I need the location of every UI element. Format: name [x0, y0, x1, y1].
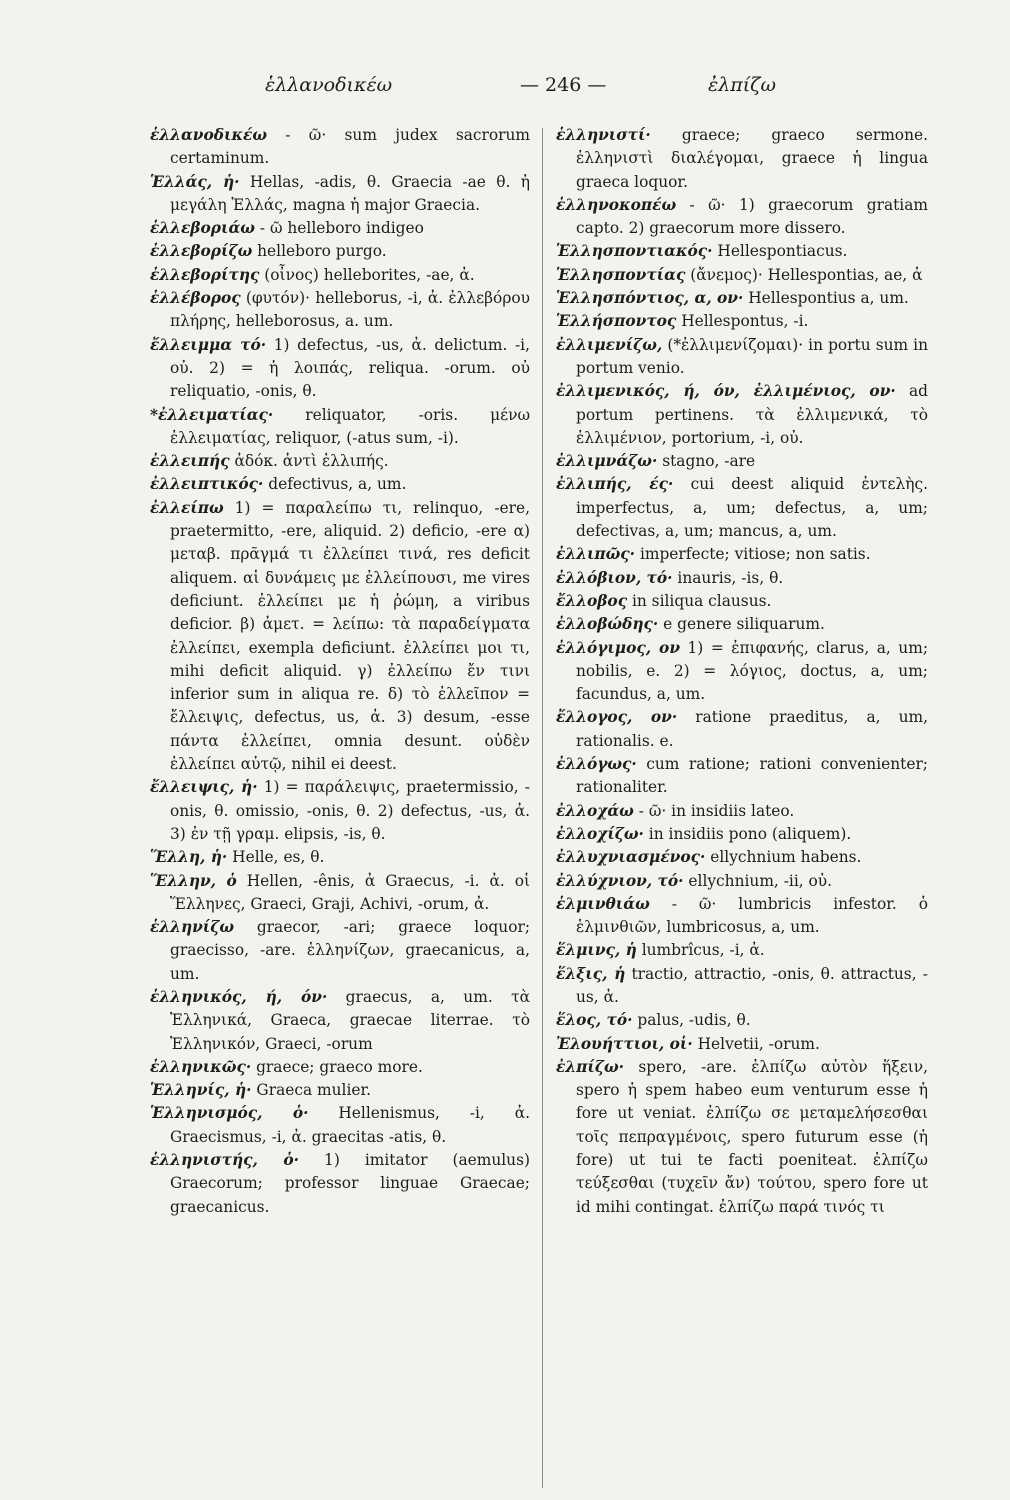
dictionary-entry	[150, 776, 530, 846]
entry-definition: in insidiis pono (aliquem).	[643, 824, 852, 843]
dictionary-entry	[150, 497, 530, 777]
dictionary-entry	[556, 846, 928, 869]
entry-definition: 1) defectus, -us, ἀ. delictum. -i, οὐ. 2) = ἡ λοιπάς, reliqua. -orum. οὐ reliquatio, -onis, θ.	[170, 335, 530, 401]
entry-definition: helleboro purgo.	[252, 242, 387, 261]
entry-headword: ἑλλεβοριάω	[150, 219, 255, 238]
dictionary-entry	[556, 590, 928, 613]
entry-definition: cui deest aliquid ἐντελὴς. imperfectus, a, um; defectus, a, um; defectivas, a, um; mancus, a, um.	[576, 475, 929, 541]
entry-headword: ἕλμινς, ἡ	[556, 941, 637, 960]
entry-definition: - ῶ· lumbricis infestor. ὁ ἑλμινθιῶν, lumbricosus, a, um.	[576, 894, 928, 937]
page-number: — 246 —	[520, 74, 607, 96]
entry-definition: - ῶ helleboro indigeo	[254, 219, 424, 238]
left-column	[150, 124, 530, 1219]
column-divider	[542, 128, 543, 1488]
entry-headword: ἑλμινθιάω	[556, 894, 650, 913]
entry-definition: Hellenismus, -i, ἀ. Graecismus, -i, ἀ. graecitas -atis, θ.	[170, 1104, 530, 1146]
dictionary-entry	[150, 870, 530, 917]
dictionary-entry	[150, 1079, 530, 1102]
entry-definition: Hellas, -adis, θ. Graecia -ae θ. ἡ μεγάλη Ἑλλάς, magna ἡ major Graecia.	[170, 172, 530, 214]
dictionary-entry	[556, 264, 928, 287]
entry-headword: ἔλλειμμα τό·	[150, 335, 267, 354]
dictionary-entry	[556, 939, 928, 962]
entry-headword: ἑλληνιστί·	[556, 126, 651, 144]
entry-definition: Hellespontus, -i.	[676, 312, 809, 331]
dictionary-entry	[556, 753, 928, 800]
entry-headword: Ἑλληνισμός, ὁ·	[150, 1104, 309, 1123]
entry-definition: ratione praeditus, a, um, rationalis. e.	[576, 708, 928, 750]
dictionary-entry	[556, 543, 928, 566]
dictionary-entry	[150, 1056, 530, 1079]
entry-definition: tractio, attractio, -onis, θ. attractus, -us, ἀ.	[576, 964, 928, 1006]
entry-headword: ἐλλόβιον, τό·	[556, 568, 673, 587]
entry-definition: palus, -udis, θ.	[632, 1011, 751, 1030]
entry-definition: ad portum pertinens. τὰ ἐλλιμενικά, τὸ ἐλλιμένιον, portorium, -i, οὐ.	[576, 382, 928, 447]
entry-definition: Hellen, -ênis, ἀ Graecus, -i. ἀ. οἱ Ἕλληνες, Graeci, Graji, Achivi, -orum, ἀ.	[170, 871, 531, 913]
entry-headword: ἐλλιπῶς·	[556, 545, 636, 564]
entry-headword: ἐλλοχίζω·	[556, 824, 644, 843]
entry-definition: - ῶ· in insidiis lateo.	[633, 801, 795, 820]
dictionary-entry	[556, 194, 928, 241]
entry-definition: Helle, es, θ.	[227, 848, 325, 867]
entry-headword: ἐλλιπής, ές·	[556, 475, 674, 494]
entry-definition: Hellespontius a, um.	[743, 289, 909, 308]
entry-headword: ἐλλιμενίζω,	[556, 335, 663, 354]
entry-definition: Hellespontiacus.	[712, 242, 848, 261]
entry-definition: reliquator, -oris. μένω ἐλλειματίας, reliquor, (-atus sum, -i).	[170, 405, 530, 447]
left-guide-word: ἑλλανοδικέω	[265, 74, 393, 96]
entry-definition: in siliqua clausus.	[627, 591, 772, 610]
entry-headword: ἑλληνικῶς·	[150, 1057, 252, 1076]
right-guide-word: ἐλπίζω	[708, 74, 776, 96]
entry-headword: ἐλλιμνάζω·	[556, 452, 658, 471]
entry-definition: Graeca mulier.	[251, 1081, 372, 1100]
entry-definition: 1) imitator (aemulus) Graecorum; professor linguae Graecae; graecanicus.	[170, 1151, 530, 1216]
entry-headword: ἑλλέβορος	[150, 289, 241, 308]
dictionary-entry	[150, 1102, 530, 1149]
entry-headword: Ἑλλάς, ἡ·	[150, 172, 240, 191]
entry-headword: *ἐλλειματίας·	[150, 405, 274, 424]
dictionary-entry	[556, 310, 928, 333]
dictionary-entry	[150, 171, 530, 218]
entry-headword: ἔλλοβος	[556, 591, 628, 610]
entry-headword: ἑλληνίζω	[150, 918, 235, 937]
entry-definition: - ῶ· 1) graecorum gratiam capto. 2) graecorum more dissero.	[576, 195, 928, 238]
dictionary-entry	[150, 124, 530, 171]
entry-headword: Ἑλλησποντίας	[556, 265, 686, 284]
dictionary-entry	[556, 870, 928, 893]
entry-definition: ellychnium habens.	[705, 848, 862, 867]
entry-definition: cum ratione; rationi convenienter; rationaliter.	[576, 755, 928, 797]
dictionary-entry	[556, 1056, 928, 1219]
entry-definition: spero, -are. ἐλπίζω αὐτὸν ἥξειν, spero ἡ spem habeo eum venturum esse ἡ fore ut veniat. ἐλπίζω σε μεταμελήσεσθαι τοῖς πεπραγμένοις, spero futurum esse (ἡ fore) ut tui te facti poeniteat. ἐλπίζω τεύξεσθαι (τυχεῖν ἄν) τούτου, spero fore ut id mihi contingat. ἐλπίζω παρά τινός τι	[576, 1057, 928, 1216]
entry-headword: ἕλος, τό·	[556, 1011, 633, 1030]
entry-headword: ἐλλόγως·	[556, 755, 637, 774]
entry-headword: Ἑλληνίς, ἡ·	[150, 1081, 252, 1100]
dictionary-entry	[150, 287, 530, 334]
entry-definition: 1) = ἐπιφανής, clarus, a, um; nobilis, e. 2) = λόγιος, doctus, a, um; facundus, a, um.	[576, 638, 928, 704]
entry-headword: ἑλληνιστής, ὁ·	[150, 1151, 299, 1170]
dictionary-entry	[150, 217, 530, 240]
entry-headword: ἐλλιμενικός, ή, όν, ἐλλιμένιος, ον·	[556, 382, 896, 401]
entry-headword: ἔλλογος, ον·	[556, 708, 678, 727]
entry-headword: ἐλπίζω·	[556, 1057, 624, 1076]
entry-definition: 1) = παράλειψις, praetermissio, -onis, θ. omissio, -onis, θ. 2) defectus, -us, ἀ. 3) ἐν τῇ γραμ. elipsis, -is, θ.	[170, 778, 530, 843]
entry-definition: graece; graeco sermone. ἐλληνιστὶ διαλέγομαι, graece ἡ lingua graeca loquor.	[576, 126, 928, 191]
entry-headword: Ἐλουήττιοι, οἱ·	[556, 1034, 693, 1053]
dictionary-entry	[150, 916, 530, 986]
dictionary-entry	[150, 450, 530, 473]
entry-definition: (ἄνεμος)· Hellespontias, ae, ἀ	[685, 265, 923, 284]
entry-headword: ἑλλεβορίζω	[150, 242, 253, 261]
entry-headword: Ἕλλην, ὁ	[150, 871, 237, 890]
dictionary-entry	[556, 473, 928, 543]
dictionary-entry	[556, 450, 928, 473]
dictionary-entry	[556, 1009, 928, 1032]
entry-definition: defectivus, a, um.	[263, 475, 407, 494]
dictionary-entry	[556, 334, 928, 381]
entry-definition: (*ἐλλιμενίζομαι)· in portu sum in portum venio.	[576, 335, 928, 377]
dictionary-entry	[150, 473, 530, 496]
entry-headword: ἐλλείπω	[150, 498, 224, 517]
entry-definition: Helvetii, -orum.	[692, 1034, 820, 1053]
entry-headword: Ἕλλη, ἡ·	[150, 848, 228, 867]
entry-definition: (οἶνος) helleborites, -ae, ἀ.	[259, 265, 475, 284]
entry-definition: imperfecte; vitiose; non satis.	[635, 545, 871, 564]
dictionary-entry	[150, 240, 530, 263]
entry-headword: ἑλληνικός, ή, όν·	[150, 987, 328, 1006]
dictionary-entry	[556, 380, 928, 450]
entry-definition: e genere siliquarum.	[658, 615, 825, 634]
dictionary-entry	[556, 613, 928, 636]
right-column	[556, 124, 928, 1219]
dictionary-entry	[556, 124, 928, 194]
entry-definition: ἀδόκ. ἀντὶ ἐλλιπής.	[229, 452, 389, 471]
dictionary-entry	[150, 404, 530, 451]
entry-definition: stagno, -are	[657, 452, 756, 471]
dictionary-entry	[150, 1149, 530, 1219]
entry-definition: - ῶ· sum judex sacrorum certaminum.	[170, 126, 530, 168]
entry-headword: ἑλλεβορίτης	[150, 265, 260, 284]
entry-headword: ἐλλυχνιασμένος·	[556, 848, 706, 867]
dictionary-entry	[556, 893, 928, 940]
dictionary-entry	[556, 1033, 928, 1056]
entry-headword: ἕλξις, ἡ	[556, 964, 626, 983]
entry-headword: Ἑλλήσποντος	[556, 312, 677, 331]
entry-headword: ἑλληνοκοπέω	[556, 195, 677, 214]
dictionary-entry	[150, 986, 530, 1056]
dictionary-entry	[556, 637, 928, 707]
entry-definition: inauris, -is, θ.	[672, 568, 784, 587]
entry-headword: ἐλλειπής	[150, 452, 230, 471]
dictionary-entry	[150, 334, 530, 404]
dictionary-entry	[556, 800, 928, 823]
dictionary-entry	[556, 567, 928, 590]
dictionary-entry	[150, 846, 530, 869]
running-header	[150, 74, 930, 104]
entry-headword: ἐλλύχνιον, τό·	[556, 871, 684, 890]
dictionary-entry	[556, 287, 928, 310]
dictionary-entry	[150, 264, 530, 287]
entry-headword: Ἑλλησποντιακός·	[556, 242, 713, 261]
entry-headword: ἑλλανοδικέω	[150, 126, 267, 144]
dictionary-entry	[556, 240, 928, 263]
entry-headword: ἐλλοχάω	[556, 801, 634, 820]
entry-headword: ἐλλειπτικός·	[150, 475, 264, 494]
entry-headword: ἔλλειψις, ἡ·	[150, 778, 258, 797]
entry-definition: graecus, a, um. τὰ Ἑλληνικά, Graeca, graecae literrae. τὸ Ἑλληνικόν, Graeci, -orum	[170, 987, 530, 1053]
dictionary-entry	[556, 963, 928, 1010]
entry-definition: graecor, -ari; graece loquor; graecisso, -are. ἑλληνίζων, graecanicus, a, um.	[170, 918, 530, 983]
entry-definition: 1) = παραλείπω τι, relinquo, -ere, praetermitto, -ere, aliquid. 2) deficio, -ere α) μεταβ. πρᾶγμά τι ἐλλείπει τινά, res deficit aliquem. αἱ δυνάμεις με ἐλλείπουσι, me vires deficiunt. ἐλλείπει με ἡ ῥώμη, a viribus deficior. β) ἀμετ. = λείπω: τὰ παραδείγματα ἐλλείπει, exempla deficiunt. ἐλλείπει μοι τι, mihi deficit aliquid. γ) ἐλλείπω ἔν τινι inferior sum in aliqua re. δ) τὸ ἐλλεῖπον = ἔλλειψις, defectus, us, ἀ. 3) desum, -esse πάντα ἐλλείπει, omnia desunt. οὐδὲν ἐλλείπει αὐτῷ, nihil ei deest.	[170, 498, 530, 774]
entry-definition: lumbrîcus, -i, ἀ.	[636, 941, 765, 960]
entry-definition: ellychnium, -ii, οὐ.	[683, 871, 833, 890]
entry-headword: ἐλλοβώδης·	[556, 615, 659, 634]
entry-headword: ἐλλόγιμος, ον	[556, 638, 680, 657]
entry-headword: Ἑλλησπόντιος, α, ον·	[556, 289, 744, 308]
dictionary-entry	[556, 823, 928, 846]
entry-definition: (φυτόν)· helleborus, -i, ἀ. ἐλλεβόρου πλήρης, helleborosus, a. um.	[170, 289, 530, 331]
entry-definition: graece; graeco more.	[251, 1057, 423, 1076]
dictionary-entry	[556, 706, 928, 753]
